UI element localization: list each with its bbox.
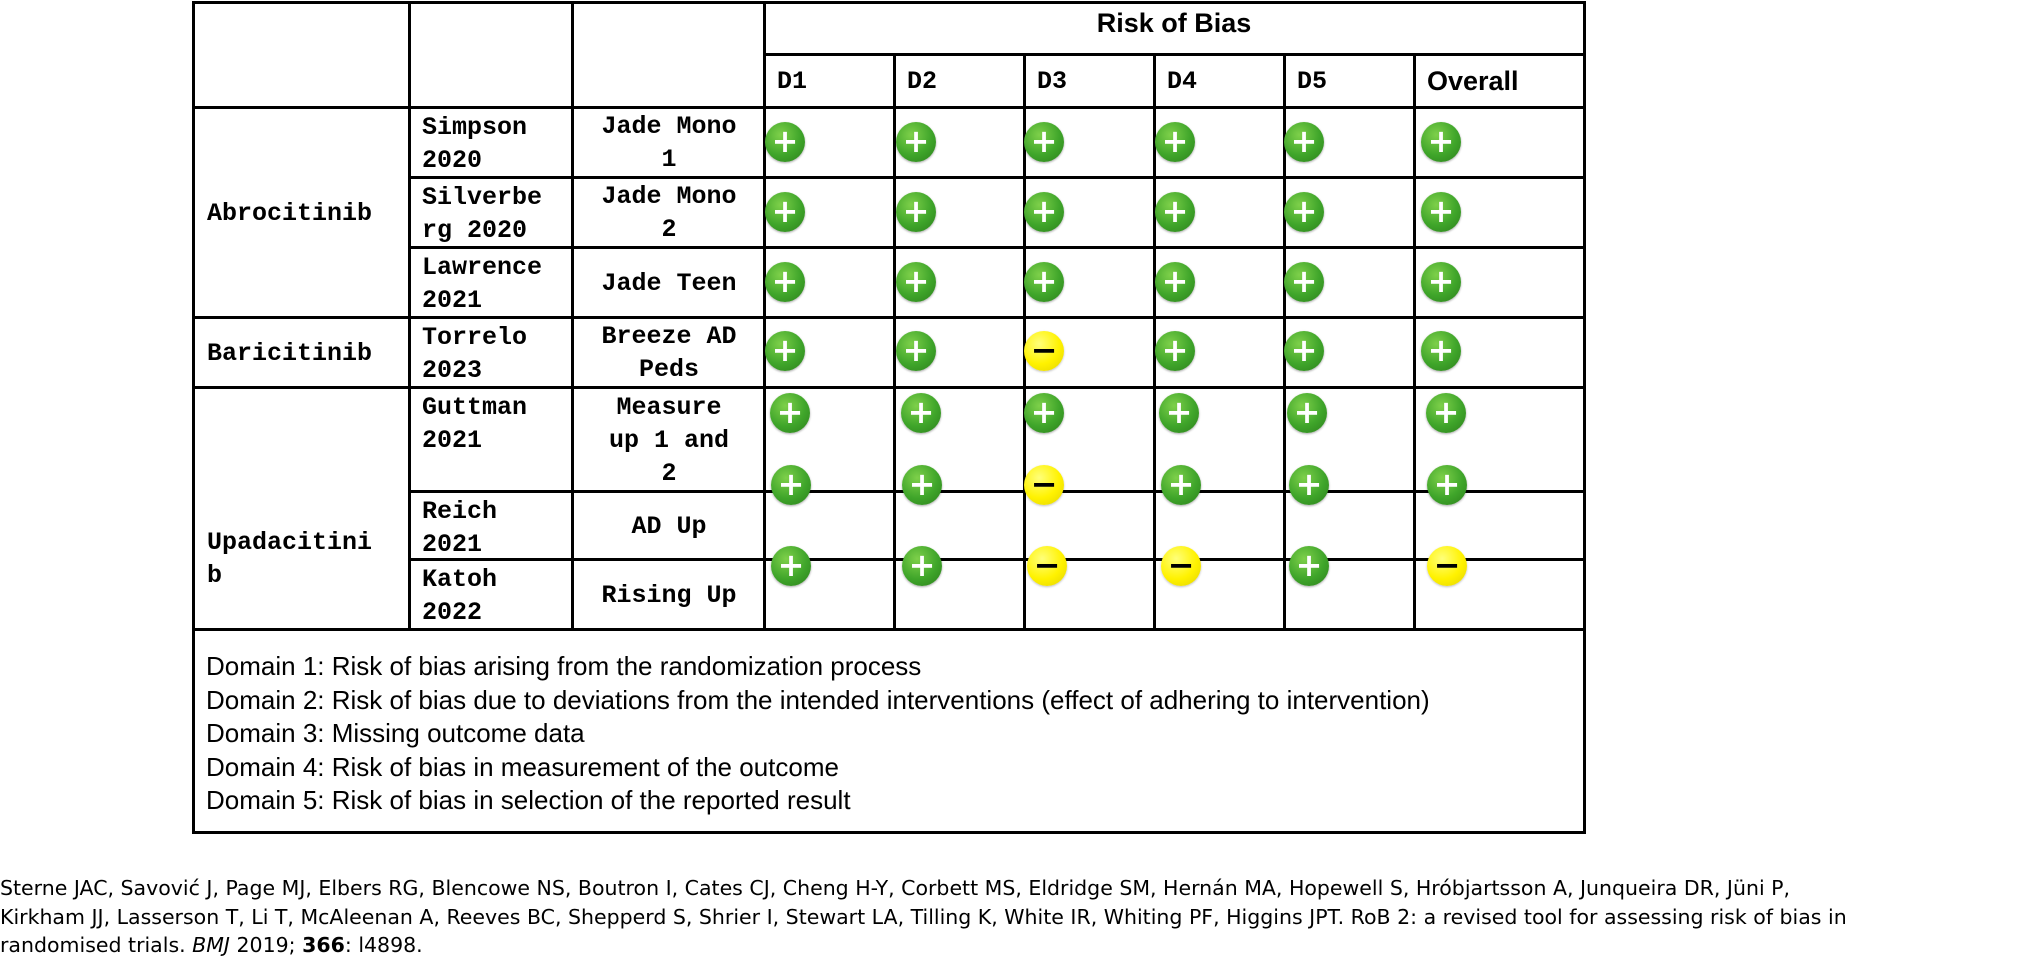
low-risk-icon (1159, 393, 1199, 433)
low-risk-icon (902, 465, 942, 505)
low-risk-icon (1155, 331, 1195, 371)
grid-line (1413, 55, 1416, 630)
low-risk-icon (896, 262, 936, 302)
low-risk-icon (1284, 192, 1324, 232)
risk-of-bias-title: Risk of Bias (1096, 8, 1252, 38)
legend-domain-2: Domain 2: Risk of bias due to deviations from the intended interventions (effect of adhering to intervention) (206, 684, 1430, 715)
low-risk-icon (765, 192, 805, 232)
citation-journal: BMJ (192, 933, 230, 957)
judgement-symbol: + (1165, 392, 1193, 431)
judgement-symbol: + (1433, 464, 1461, 503)
low-risk-icon (1284, 122, 1324, 162)
low-risk-icon (765, 331, 805, 371)
judgement-symbol: + (907, 392, 935, 431)
study-name: Torrelo 2023 (422, 323, 528, 385)
judgement-symbol: + (1290, 261, 1318, 300)
judgement-symbol: − (1033, 545, 1061, 584)
low-risk-icon (1284, 331, 1324, 371)
legend-domain-4: Domain 4: Risk of bias in measurement of the outcome (206, 751, 839, 782)
low-risk-icon (896, 192, 936, 232)
judgement-symbol: + (776, 392, 804, 431)
low-risk-icon (1024, 393, 1064, 433)
some-concerns-icon (1024, 465, 1064, 505)
judgement-symbol: + (771, 330, 799, 369)
judgement-symbol: + (1295, 464, 1323, 503)
low-risk-icon (896, 122, 936, 162)
some-concerns-icon (1024, 331, 1064, 371)
trial-name: AD Up (631, 511, 707, 541)
low-risk-icon (1024, 122, 1064, 162)
judgement-symbol: + (902, 261, 930, 300)
judgement-symbol: + (1427, 330, 1455, 369)
judgement-symbol: − (1167, 545, 1195, 584)
domain-header-d2: D2 (907, 67, 938, 96)
judgement-symbol: + (1030, 191, 1058, 230)
low-risk-icon (770, 393, 810, 433)
low-risk-icon (1421, 262, 1461, 302)
judgement-symbol: + (902, 191, 930, 230)
low-risk-icon (1287, 393, 1327, 433)
low-risk-icon (1426, 393, 1466, 433)
judgement-symbol: − (1030, 330, 1058, 369)
judgement-symbol: + (771, 121, 799, 160)
judgement-symbol: + (1161, 330, 1189, 369)
judgement-symbol: + (1290, 121, 1318, 160)
domain-legend (206, 650, 1430, 818)
low-risk-icon (1421, 122, 1461, 162)
trial-name: Jade Mono 2 (601, 182, 737, 244)
judgement-symbol: + (1295, 545, 1323, 584)
judgement-symbol: + (1030, 121, 1058, 160)
judgement-symbol: + (1161, 121, 1189, 160)
low-risk-icon (1155, 262, 1195, 302)
low-risk-icon (771, 546, 811, 586)
trial-name: Jade Mono 1 (601, 112, 737, 174)
citation-line-2: Kirkham JJ, Lasserson T, Li T, McAleenan A, Reeves BC, Shepperd S, Shrier I, Stewart LA, Tilling K, White IR, Whiting PF, Higgins JPT. RoB 2: a revised tool for assessing risk of bias in (0, 904, 1847, 929)
low-risk-icon (1284, 262, 1324, 302)
drug-group: Upadacitini b (207, 528, 373, 590)
study-name: Katoh 2022 (422, 565, 498, 627)
some-concerns-icon (1161, 546, 1201, 586)
low-risk-icon (1155, 122, 1195, 162)
domain-header-d5: D5 (1297, 67, 1328, 96)
low-risk-icon (765, 262, 805, 302)
drug-group: Abrocitinib (207, 198, 373, 228)
reference-citation (0, 874, 2031, 960)
judgement-symbol: + (771, 191, 799, 230)
domain-header-d3: D3 (1037, 67, 1068, 96)
legend-domain-5: Domain 5: Risk of bias in selection of the reported result (206, 785, 851, 815)
judgement-symbol: + (1427, 191, 1455, 230)
low-risk-icon (1421, 331, 1461, 371)
judgement-symbol: + (777, 545, 805, 584)
low-risk-icon (1289, 465, 1329, 505)
drug-group: Baricitinib (207, 338, 373, 368)
low-risk-icon (1427, 465, 1467, 505)
some-concerns-icon (1027, 546, 1067, 586)
low-risk-icon (1289, 546, 1329, 586)
low-risk-icon (896, 331, 936, 371)
judgement-symbol: + (777, 464, 805, 503)
citation-line-1: Sterne JAC, Savović J, Page MJ, Elbers RG, Blencowe NS, Boutron I, Cates CJ, Cheng H-Y, Corbett MS, Eldridge SM, Hernán MA, Hopewell S, Hróbjartsson A, Junqueira DR, Jüni P, (0, 876, 1791, 900)
domain-header-d4: D4 (1167, 67, 1198, 96)
judgement-symbol: + (1167, 464, 1195, 503)
trial-name: Jade Teen (601, 268, 737, 298)
judgement-symbol: + (1427, 121, 1455, 160)
judgement-symbol: + (1293, 392, 1321, 431)
citation-volume: 366 (302, 933, 345, 957)
low-risk-icon (1155, 192, 1195, 232)
low-risk-icon (901, 393, 941, 433)
study-name: Simpson 2020 (422, 113, 528, 175)
judgement-symbol: + (771, 261, 799, 300)
judgement-symbol: + (1290, 191, 1318, 230)
low-risk-icon (1161, 465, 1201, 505)
judgement-symbol: − (1433, 545, 1461, 584)
citation-line-3 (0, 931, 2031, 960)
citation-text: : l4898. (344, 933, 423, 957)
study-name: Lawrence 2021 (422, 253, 543, 315)
judgement-symbol: + (1427, 261, 1455, 300)
judgement-symbol: + (1161, 261, 1189, 300)
low-risk-icon (1024, 262, 1064, 302)
judgement-symbol: + (1161, 191, 1189, 230)
study-name: Reich 2021 (422, 497, 498, 559)
judgement-symbol: + (1030, 261, 1058, 300)
low-risk-icon (1024, 192, 1064, 232)
domain-header-d1: D1 (777, 67, 808, 96)
study-name: Silverbe rg 2020 (422, 183, 543, 245)
some-concerns-icon (1427, 546, 1467, 586)
judgement-symbol: + (908, 545, 936, 584)
trial-name: Rising Up (601, 580, 737, 610)
trial-name: Breeze AD Peds (601, 322, 737, 384)
legend-domain-1: Domain 1: Risk of bias arising from the randomization process (206, 651, 922, 681)
judgement-symbol: + (908, 464, 936, 503)
study-name: Guttman 2021 (422, 393, 528, 455)
domain-header-overall: Overall (1427, 66, 1519, 96)
judgement-symbol: − (1030, 464, 1058, 503)
citation-text: 2019; (229, 933, 303, 957)
trial-name: Measure up 1 and 2 (608, 392, 730, 488)
judgement-symbol: + (1290, 330, 1318, 369)
legend-domain-3: Domain 3: Missing outcome data (206, 718, 585, 748)
citation-text: randomised trials. (0, 933, 193, 957)
low-risk-icon (765, 122, 805, 162)
judgement-symbol: + (902, 121, 930, 160)
low-risk-icon (771, 465, 811, 505)
low-risk-icon (902, 546, 942, 586)
low-risk-icon (1421, 192, 1461, 232)
judgement-symbol: + (1432, 392, 1460, 431)
judgement-symbol: + (902, 330, 930, 369)
judgement-symbol: + (1030, 392, 1058, 431)
